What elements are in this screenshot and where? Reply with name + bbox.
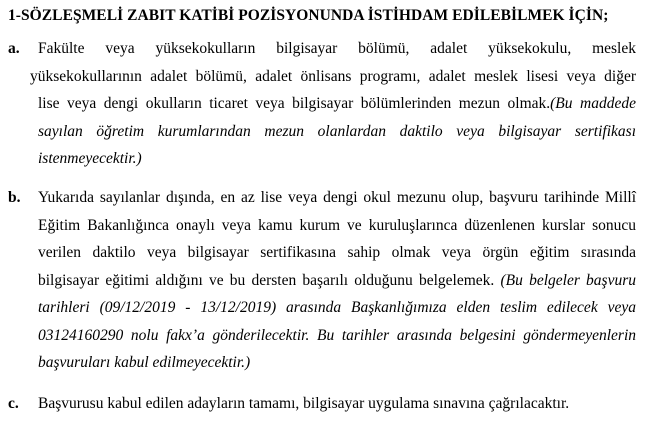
text-line [38, 212, 636, 240]
list-item-text [38, 184, 636, 377]
list-item-text [38, 390, 636, 418]
text-normal: bilgisayar eğitimi aldığını ve bu dersten başarılı olduğunu belgelemek. [38, 271, 501, 289]
text-italic: (Bu maddede [550, 95, 636, 112]
text-italic: (Bu belgeler başvuru [500, 271, 636, 289]
text-normal: Yukarıda sayılanlar dışında, en az lise veya dengi okul mezunu olup, başvuru tarihinde Millî [38, 189, 636, 206]
text-line [38, 390, 636, 418]
list-item-text [30, 35, 636, 173]
text-line [38, 294, 636, 322]
text-line [38, 349, 636, 377]
text-italic: başvuruları kabul edilmeyecektir.) [38, 354, 251, 371]
text-normal: Fakülte veya yüksekokulların bilgisayar bölümü, adalet yüksekokulu, meslek [38, 40, 636, 57]
list-marker: b. [8, 189, 21, 206]
text-line [30, 63, 636, 91]
text-normal: lise veya dengi okulların ticaret veya bilgisayar bölümlerinden mezun olmak. [38, 95, 551, 112]
text-italic: istenmeyecektir.) [38, 150, 142, 167]
list-marker: c. [8, 395, 19, 412]
text-italic: 03124160290 nolu fakx’a gönderilecektir. Bu tarihler arasında belgesini göndermeyenlerin [38, 326, 636, 344]
text-line [38, 35, 636, 63]
text-line [38, 267, 636, 295]
text-italic: tarihleri (09/12/2019 - 13/12/2019) arasında Başkanlığımıza elden teslim edilecek veya [38, 299, 636, 316]
text-line [38, 145, 636, 173]
text-line [38, 239, 636, 267]
list-marker: a. [8, 40, 20, 57]
text-line [38, 90, 636, 118]
text-line [38, 118, 636, 146]
section-heading: 1-SÖZLEŞMELİ ZABIT KATİBİ POZİSYONUNDA İSTİHDAM EDİLEBİLMEK İÇİN; [8, 7, 609, 24]
text-normal: verilen daktilo veya bilgisayar sertifikasına sahip olmak veya örgün eğitim sırasında [38, 244, 636, 261]
text-normal: Eğitim Bakanlığınca onaylı veya kamu kurum ve kuruluşlarınca düzenlenen kurslar sonucu [38, 216, 636, 234]
text-italic: sayılan öğretim kurumlarından mezun olanlardan daktilo veya bilgisayar sertifikası [38, 122, 636, 140]
text-line [38, 184, 636, 212]
text-normal: Başvurusu kabul edilen adayların tamamı, bilgisayar uygulama sınavına çağrılacaktır. [38, 395, 570, 412]
text-normal: yüksekokullarının adalet bölümü, adalet önlisans programı, adalet meslek lisesi veya diğer [30, 67, 636, 85]
text-line [38, 322, 636, 350]
